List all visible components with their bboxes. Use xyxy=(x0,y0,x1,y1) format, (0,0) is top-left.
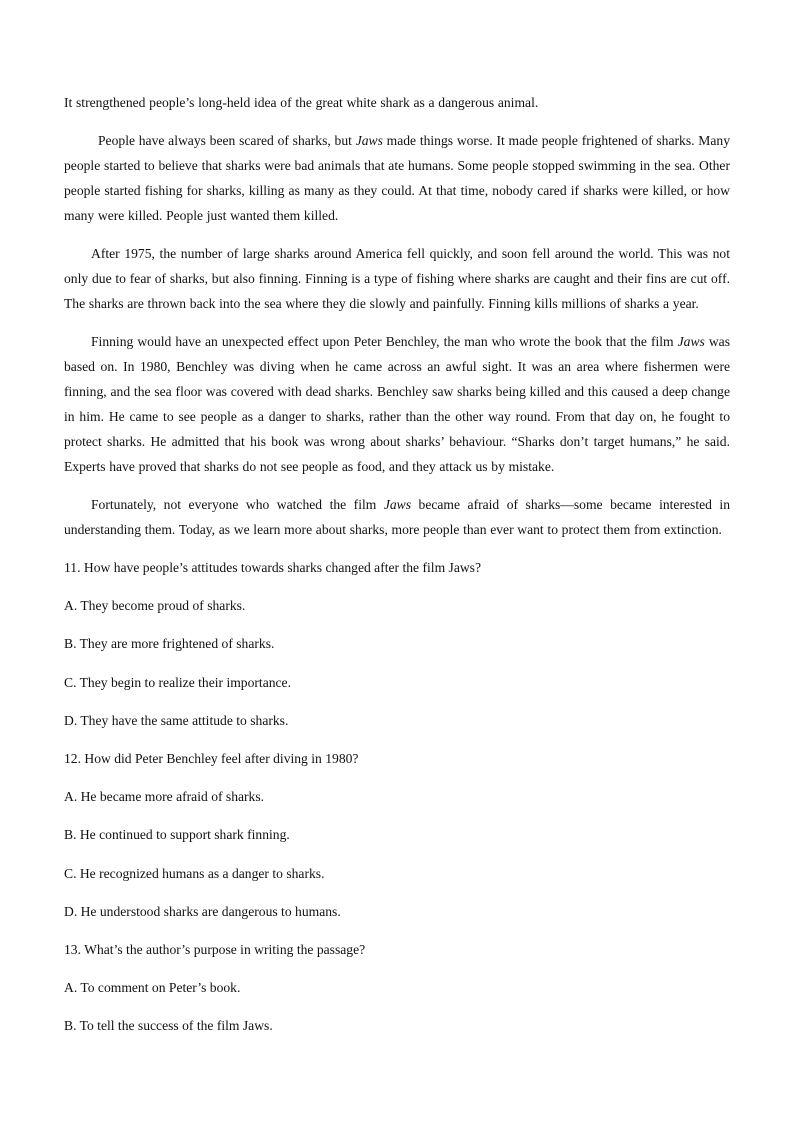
passage-paragraph-2: After 1975, the number of large sharks around America fell quickly, and soon fell around the world. This was not only due to fear of sharks, but also finning. Finning is a type of fishing where sharks are caught and their fins are cut off. The sharks are thrown back into the sea where they die slowly and painfully. Finning kills millions of sharks a year. xyxy=(64,246,730,311)
question-stem: 11. How have people’s attitudes towards sharks changed after the film Jaws? xyxy=(64,560,482,575)
answer-option-c: C. He recognized humans as a danger to sharks. xyxy=(64,865,325,881)
answer-option-a: A. They become proud of sharks. xyxy=(64,598,246,614)
passage-paragraph-3 xyxy=(64,329,730,479)
film-title-jaws: Jaws xyxy=(383,497,412,512)
question-stem: 13. What’s the author’s purpose in writing the passage? xyxy=(64,941,366,957)
answer-option-b: B. They are more frightened of sharks. xyxy=(64,636,275,652)
answer-option-d: D. They have the same attitude to sharks. xyxy=(64,712,289,728)
paragraph-4-text-a: Fortunately, not everyone who watched the film xyxy=(91,497,384,512)
answer-option-d: D. He understood sharks are dangerous to humans. xyxy=(64,903,341,919)
paragraph-4-text-b: became afraid of sharks—some became interested in understanding them. Today, as we learn more about sharks, more people than ever want to protect them from extinction. xyxy=(64,497,730,537)
question-stem: 12. How did Peter Benchley feel after diving in 1980? xyxy=(64,750,359,766)
film-title-jaws: Jaws xyxy=(677,334,705,349)
document-page xyxy=(64,90,730,1051)
film-title-jaws: Jaws xyxy=(355,133,383,148)
answer-option-c: C. They begin to realize their importance. xyxy=(64,674,291,690)
paragraph-1-text-b: made things worse. It made people frightened of sharks. Many people started to believe that sharks were bad animals that ate humans. Some people stopped swimming in the sea. Other people started fishing for sharks, killing as many as they could. At that time, nobody cared if sharks were killed, or how many were killed. People just wanted them killed. xyxy=(64,133,731,223)
passage-paragraph-1 xyxy=(64,128,730,228)
answer-option-a: A. To comment on Peter’s book. xyxy=(64,980,241,996)
answer-option-b: B. To tell the success of the film Jaws. xyxy=(64,1018,273,1034)
passage-paragraph-0: It strengthened people’s long-held idea of the great white shark as a dangerous animal. xyxy=(64,95,539,110)
question-13 xyxy=(64,937,730,1038)
question-12 xyxy=(64,746,730,924)
passage-paragraph-4 xyxy=(64,492,730,542)
answer-option-a: A. He became more afraid of sharks. xyxy=(64,789,265,805)
paragraph-1-text-a: People have always been scared of sharks, but xyxy=(98,133,356,148)
paragraph-3-text-b: was based on. In 1980, Benchley was diving when he came across an awful sight. It was an area where fishermen were finning, and the sea floor was covered with dead sharks. Benchley saw sharks being killed and this caused a deep change in him. He came to see people as a danger to sharks, rather than the other way round. From that day on, he fought to protect sharks. He admitted that his book was wrong about sharks’ behaviour. “Sharks don’t target humans,” he said. Experts have proved that sharks do not see people as food, and they attack us by mistake. xyxy=(64,334,730,474)
answer-option-b: B. He continued to support shark finning. xyxy=(64,827,290,843)
question-11 xyxy=(64,555,730,733)
paragraph-3-text-a: Finning would have an unexpected effect upon Peter Benchley, the man who wrote the book that the film xyxy=(91,334,678,349)
